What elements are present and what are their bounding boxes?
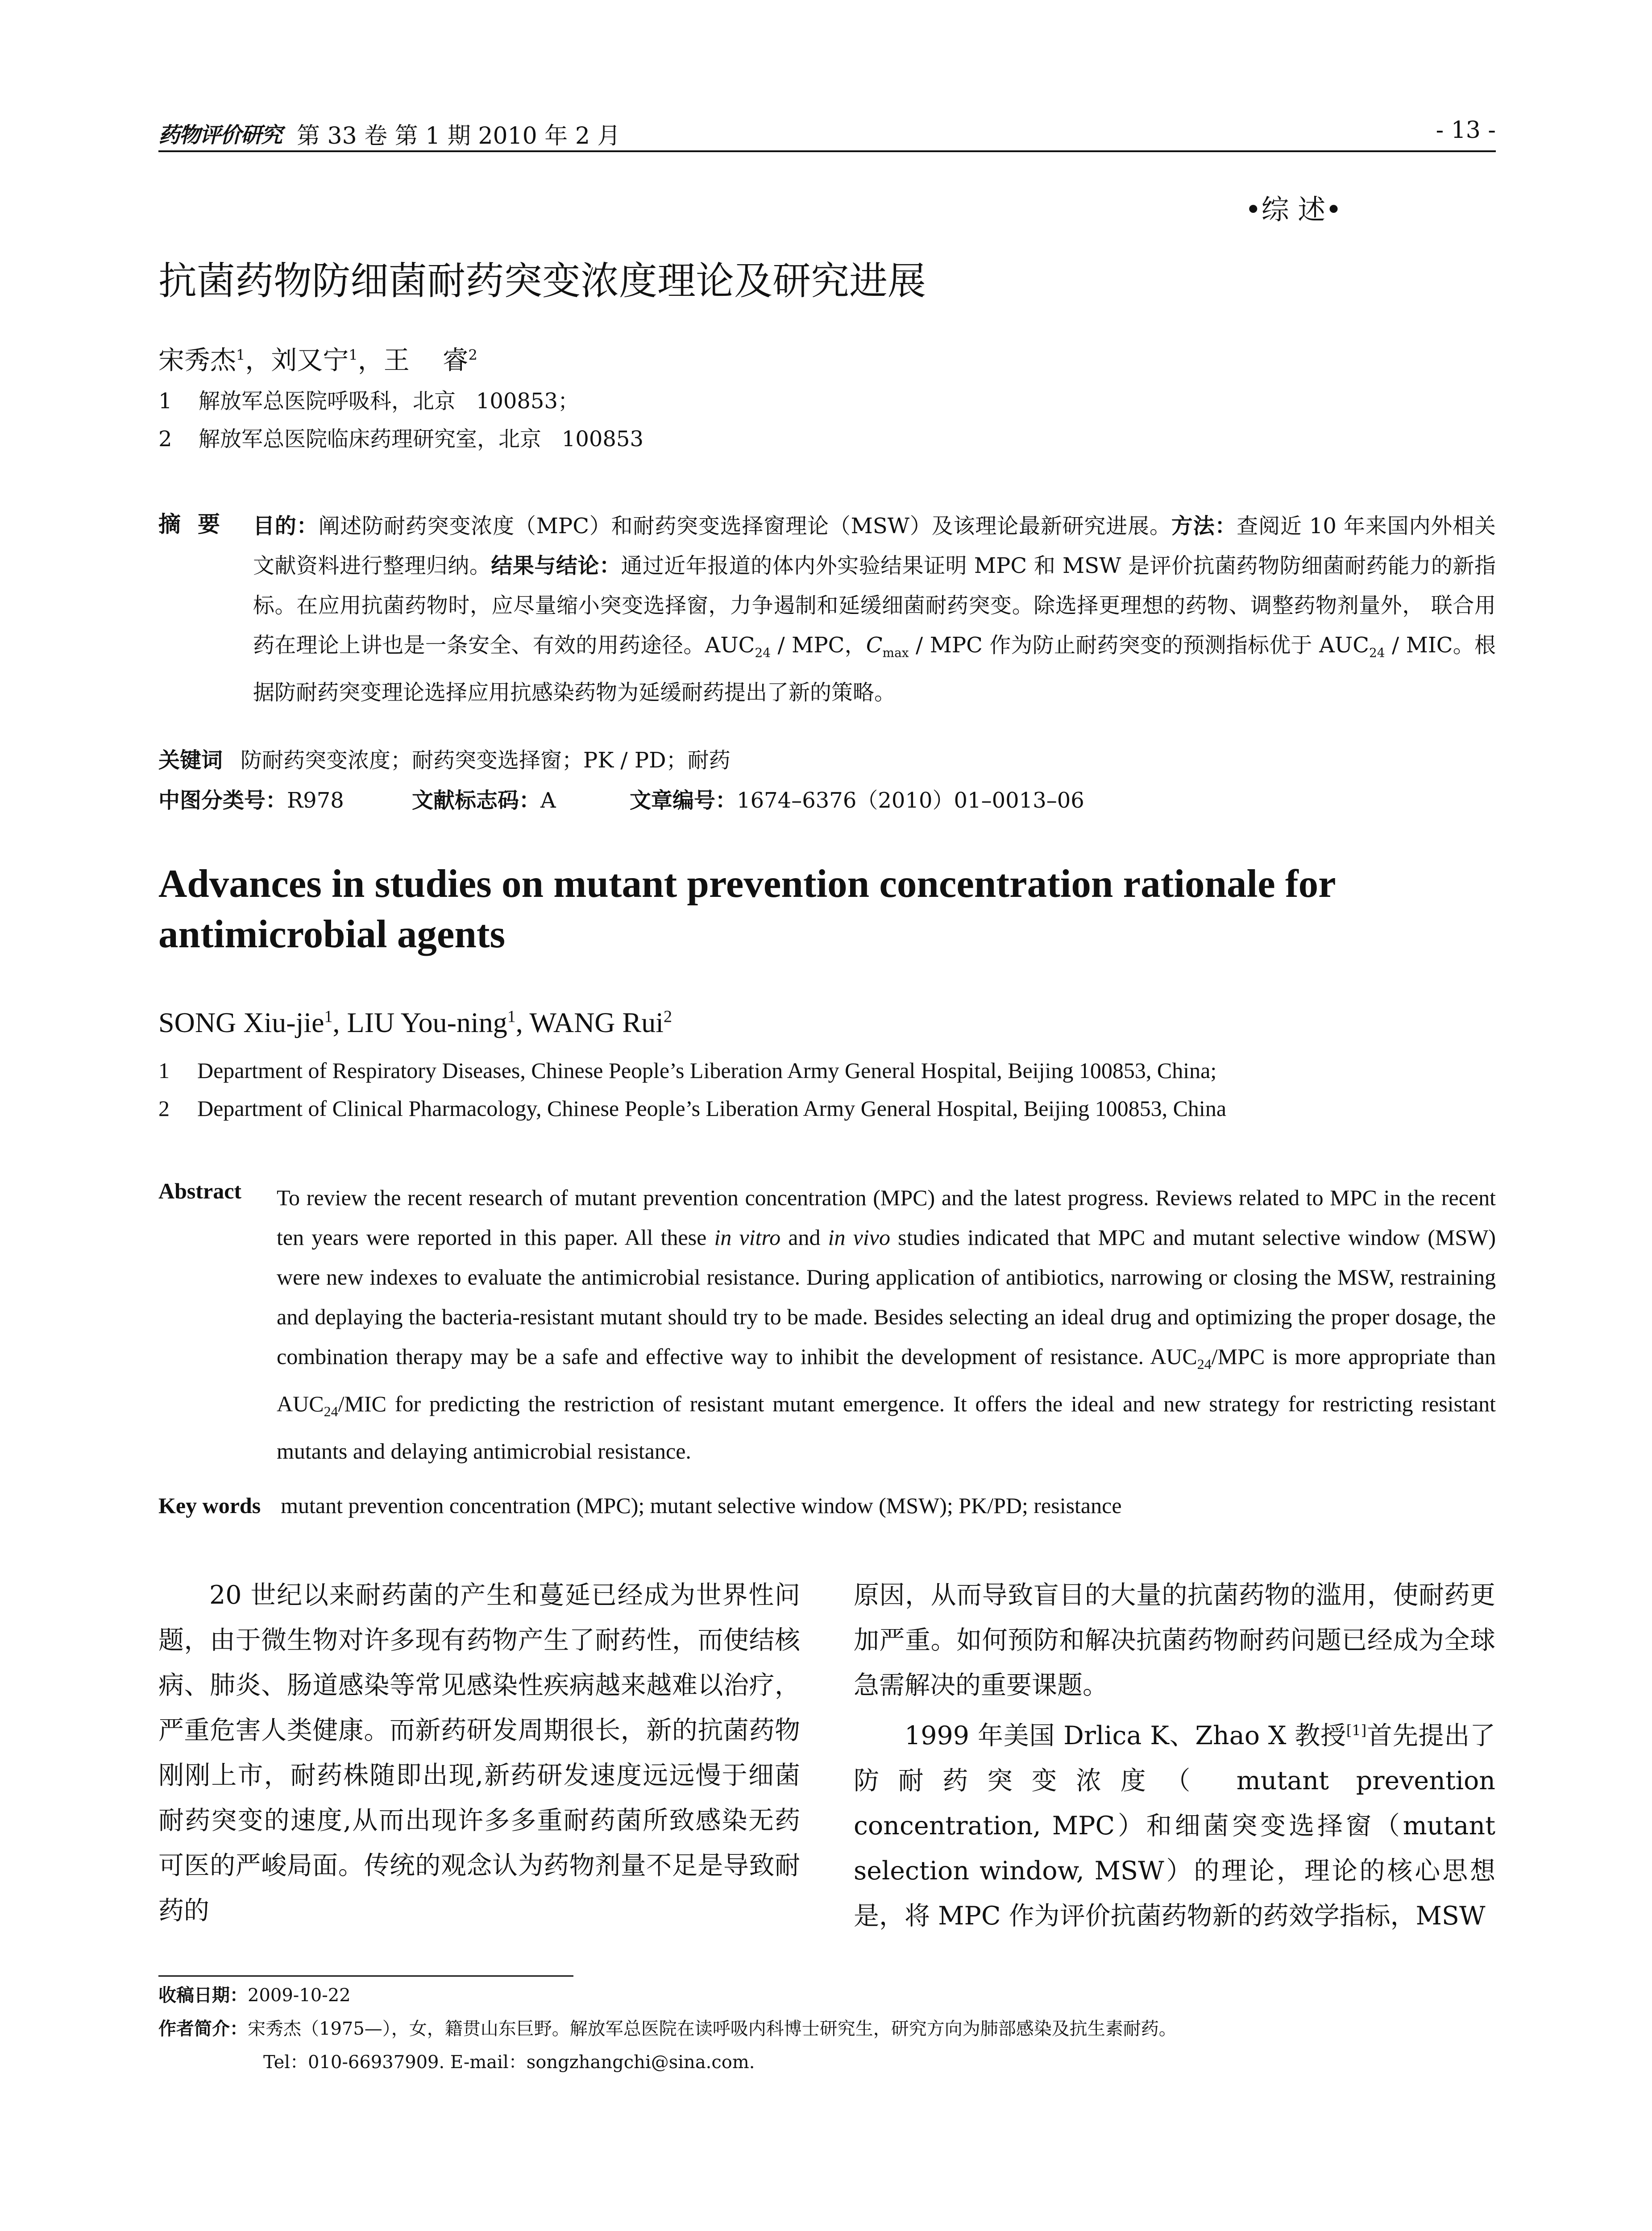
en-affiliation: 1 Department of Respiratory Diseases, Chinese People’s Liberation Army General Hospital, Beijing 100853, China; [158,1058,1217,1083]
body-paragraph: 1999 年美国 Drlica K、Zhao X 教授[1]首先提出了防耐药突变浓度（ mutant prevention concentration, MPC）和细菌突变选择窗（mutant selection window, MSW）的理论，理论的核心思想是，将 MPC 作为评价抗菌药物新的药效学指标，MSW [854,1721,1496,1931]
cn-abstract-body: 目的：阐述防耐药突变浓度（MPC）和耐药突变选择窗理论（MSW）及该理论最新研究进展。方法：查阅近 10 年来国内外相关文献资料进行整理归纳。结果与结论：通过近年报道的体内外实验结果证明 MPC 和 MSW 是评价抗菌药物防细菌耐药能力的新指标。在应用抗菌药物时，应尽量缩小突变选择窗，力争遏制和延缓细菌耐药突变。除选择更理想的药物、调整药物剂量外， 联合用药在理论上讲也是一条安全、有效的用药途径。$AUC_{24}$ / MPC，$C_{max}$ / MPC 作为防止耐药突变的预测指标优于 $AUC_{24}$ / MIC。根据防耐药突变理论选择应用抗感染药物为延缓耐药提出了新的策略。 [253,514,1496,705]
footnote-bio: 作者简介：宋秀杰（1975—），女，籍贯山东巨野。解放军总医院在读呼吸内科博士研究生，研究方向为肺部感染及抗生素耐药。 [158,2019,1177,2039]
footnote-contact: Tel：010-66937909. E-mail：songzhangchi@sina.com. [263,2052,755,2073]
cn-keywords: 关键词 防耐药突变浓度；耐药突变选择窗；PK / PD；耐药 [158,748,731,773]
classification-line: 中图分类号：R978 文献标志码：A 文章编号：1674–6376（2010）01–0013–06 [158,788,1084,813]
author-mark: 1 [349,346,358,364]
cn-authors: 宋秀杰$^1$，刘又宁$^1$，王 睿$^2$ [158,345,477,375]
cn-affiliation: 2 解放军总医院临床药理研究室，北京 100853 [158,427,644,452]
en-authors: SONG Xiu-jie$^1$, LIU You-ning$^1$, WANG Rui$^2$ [158,1007,672,1038]
body-column-right [854,1573,1495,1939]
citation-ref: [1] [1346,1722,1367,1739]
header-rule [158,150,1496,152]
footnote-rule [158,1975,573,1977]
en-keywords: Key words mutant prevention concentration (MPC); mutant selective window (MSW); PK/PD; resistance [158,1493,1122,1518]
section-label: •综 述• [1245,193,1342,226]
body-paragraph: 20 世纪以来耐药菌的产生和蔓延已经成为世界性问题，由于微生物对许多现有药物产生了耐药性，而使结核病、肺炎、肠道感染等常见感染性疾病越来越难以治疗，严重危害人类健康。而新药研发周期很长，新的抗菌药物刚刚上市，耐药株随即出现,新药研发速度远远慢于细菌耐药突变的速度,从而出现许多多重耐药菌所致感染无药可医的严峻局面。传统的观念认为药物剂量不足是导致耐药的 [158,1580,800,1925]
body-column-left [158,1573,800,1933]
running-header [158,112,1496,152]
en-affiliation: 2 Department of Clinical Pharmacology, Chinese People’s Liberation Army General Hospital, Beijing 100853, China [158,1096,1227,1121]
cn-title: 抗菌药物防细菌耐药突变浓度理论及研究进展 [158,259,926,303]
en-title: Advances in studies on mutant prevention concentration rationale for antimicrobial agents [158,862,1336,956]
page-number: - 13 - [1436,117,1496,144]
author-name: 王 睿 [383,345,469,375]
author-mark: 1 [236,346,245,364]
issue-info: 第 33 卷 第 1 期 2010 年 2 月 [297,123,621,149]
body-paragraph: 原因，从而导致盲目的大量的抗菌药物的滥用，使耐药更加严重。如何预防和解决抗菌药物耐药问题已经成为全球急需解决的重要课题。 [854,1580,1495,1700]
en-abstract-body: To review the recent research of mutant prevention concentration (MPC) and the latest progress. Reviews related to MPC in the recent ten years were reported in this paper. All these in vitro and in vivo studies indicated that MPC and mutant selective window (MSW) were new indexes to evaluate the antimicrobial resistance. During application of antibiotics, narrowing or closing the MSW, restraining and deplaying the bacteria-resistant mutant should try to be made. Besides selecting an ideal drug and optimizing the proper dosage, the combination therapy may be a safe and effective way to inhibit the development of resistance. $AUC_{24}$/MPC is more appropriate than $AUC_{24}$/MIC for predicting the restriction of resistant mutant emergence. It offers the ideal and new strategy for restricting resistant mutants and delaying antimicrobial resistance. [277,1185,1496,1464]
journal-logo: 药物评价研究 [158,123,282,148]
author-mark: 2 [468,346,477,364]
cn-affiliation: 1 解放军总医院呼吸科，北京 100853； [158,389,580,414]
author-name: 刘又宁 [271,345,349,375]
en-abstract-label: Abstract [158,1178,242,1203]
author-name: 宋秀杰 [158,345,237,375]
cn-abstract-label: 摘要 [158,511,237,537]
footnote-received: 收稿日期：2009-10-22 [158,1985,351,2006]
